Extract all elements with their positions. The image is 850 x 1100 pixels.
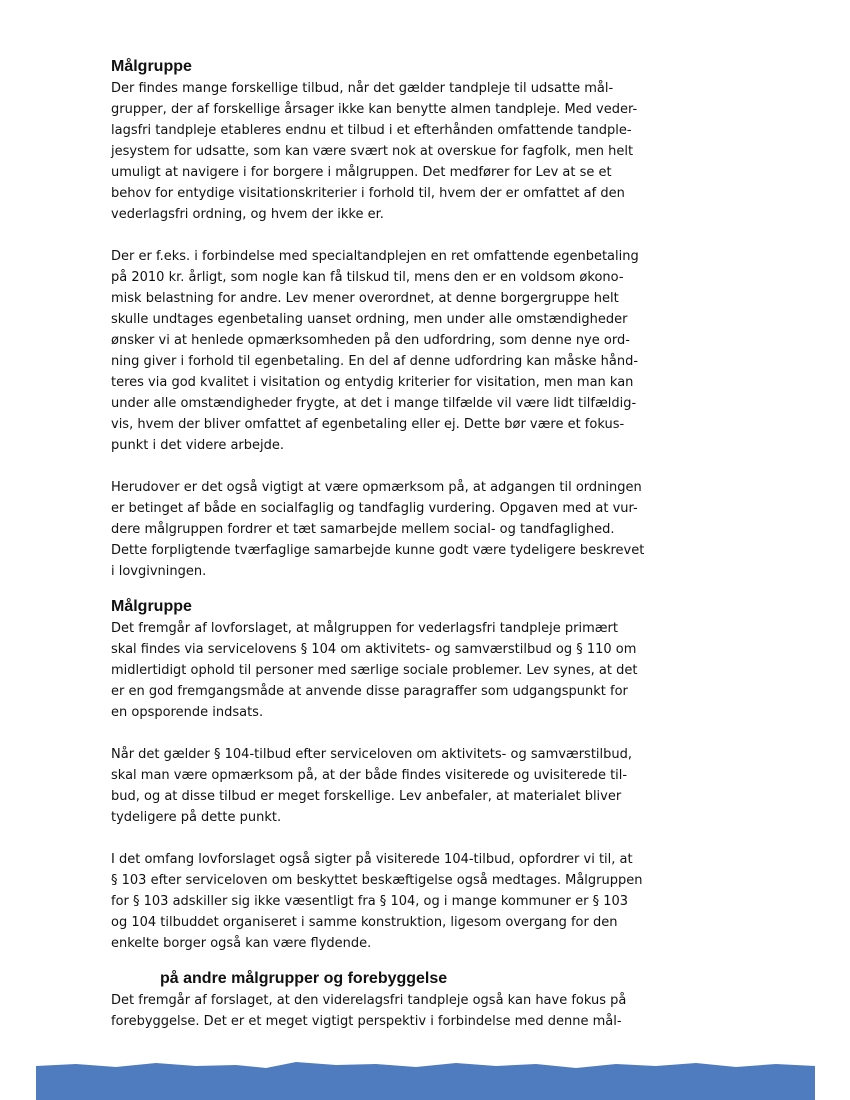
text-line: skulle undtages egenbetaling uanset ordning, men under alle omstændigheder	[111, 312, 628, 327]
text-line: en opsporende indsats.	[111, 705, 264, 720]
text-line: er en god fremgangsmåde at anvende disse paragraffer som udgangspunkt for	[111, 684, 628, 699]
text-line: Det fremgår af lovforslaget, at målgruppen for vederlagsfri tandpleje primært	[111, 621, 618, 636]
footer-band-decoration	[36, 1052, 815, 1100]
paragraph	[111, 246, 656, 456]
paragraph	[111, 618, 656, 723]
paragraph-spacer	[111, 723, 656, 744]
text-line: på 2010 kr. årligt, som nogle kan få tilskud til, mens den er en voldsom økono-	[111, 270, 624, 285]
text-line: dere målgruppen fordrer et tæt samarbejde mellem social- og tandfaglighed.	[111, 522, 615, 537]
text-line: skal man være opmærksom på, at der både findes visiterede og uvisiterede til-	[111, 768, 628, 783]
text-line: ønsker vi at henlede opmærksomheden på den udfordring, som denne nye ord-	[111, 333, 630, 348]
section-heading-malgruppe-1: Målgruppe	[111, 58, 192, 75]
paragraph	[111, 477, 656, 582]
text-line: enkelte borger også kan være flydende.	[111, 936, 372, 951]
paragraph	[111, 849, 656, 954]
text-line: skal findes via servicelovens § 104 om aktivitets- og samværstilbud og § 110 om	[111, 642, 637, 657]
text-line: Der findes mange forskellige tilbud, når det gælder tandpleje til udsatte mål-	[111, 81, 614, 96]
section-heading-forebyggelse: på andre målgrupper og forebyggelse	[160, 970, 448, 987]
text-line: bud, og at disse tilbud er meget forskellige. Lev anbefaler, at materialet bliver	[111, 789, 622, 804]
section-heading-malgruppe-2: Målgruppe	[111, 598, 192, 615]
paragraph-spacer	[111, 225, 656, 246]
text-line: Der er f.eks. i forbindelse med specialtandplejen en ret omfattende egenbetaling	[111, 249, 639, 264]
text-line: jesystem for udsatte, som kan være svært nok at overskue for fagfolk, men helt	[111, 144, 634, 159]
text-line: i lovgivningen.	[111, 564, 207, 579]
text-line: umuligt at navigere i for borgere i målgruppen. Det medfører for Lev at se et	[111, 165, 612, 180]
text-line: Dette forpligtende tværfaglige samarbejde kunne godt være tydeligere beskrevet	[111, 543, 645, 558]
paragraph-spacer	[111, 828, 656, 849]
text-line: og 104 tilbuddet organiseret i samme konstruktion, ligesom overgang for den	[111, 915, 618, 930]
section-spacer	[111, 582, 656, 596]
paragraph	[111, 744, 656, 828]
document-page	[111, 56, 656, 1032]
text-line: lagsfri tandpleje etableres endnu et tilbud i et efterhånden omfattende tandple-	[111, 123, 632, 138]
text-line: forebyggelse. Det er et meget vigtigt perspektiv i forbindelse med denne mål-	[111, 1014, 622, 1029]
text-line: teres via god kvalitet i visitation og entydig kriterier for visitation, men man kan	[111, 375, 634, 390]
text-line: Når det gælder § 104-tilbud efter serviceloven om aktivitets- og samværstilbud,	[111, 747, 633, 762]
paragraph	[111, 990, 656, 1032]
text-line: § 103 efter serviceloven om beskyttet beskæftigelse også medtages. Målgruppen	[111, 873, 643, 888]
text-line: for § 103 adskiller sig ikke væsentligt fra § 104, og i mange kommuner er § 103	[111, 894, 629, 909]
text-line: Det fremgår af forslaget, at den viderelagsfri tandpleje også kan have fokus på	[111, 993, 627, 1008]
section-spacer	[111, 954, 656, 968]
text-line: grupper, der af forskellige årsager ikke kan benytte almen tandpleje. Med veder-	[111, 102, 638, 117]
paragraph-spacer	[111, 456, 656, 477]
text-line: punkt i det videre arbejde.	[111, 438, 285, 453]
text-line: behov for entydige visitationskriterier i forhold til, hvem der er omfattet af den	[111, 186, 625, 201]
text-line: vederlagsfri ordning, og hvem der ikke er.	[111, 207, 384, 222]
paragraph	[111, 78, 656, 225]
text-line: ning giver i forhold til egenbetaling. En del af denne udfordring kan måske hånd-	[111, 354, 639, 369]
footer-band-shape	[36, 1062, 815, 1100]
text-line: er betinget af både en socialfaglig og tandfaglig vurdering. Opgaven med at vur-	[111, 501, 638, 516]
text-line: misk belastning for andre. Lev mener overordnet, at denne borgergruppe helt	[111, 291, 619, 306]
text-line: tydeligere på dette punkt.	[111, 810, 282, 825]
text-line: under alle omstændigheder frygte, at det i mange tilfælde vil være lidt tilfældig-	[111, 396, 637, 411]
text-line: I det omfang lovforslaget også sigter på visiterede 104-tilbud, opfordrer vi til, at	[111, 852, 633, 867]
text-line: midlertidigt ophold til personer med særlige sociale problemer. Lev synes, at det	[111, 663, 638, 678]
text-line: Herudover er det også vigtigt at være opmærksom på, at adgangen til ordningen	[111, 480, 642, 495]
text-line: vis, hvem der bliver omfattet af egenbetaling eller ej. Dette bør være et fokus-	[111, 417, 625, 432]
